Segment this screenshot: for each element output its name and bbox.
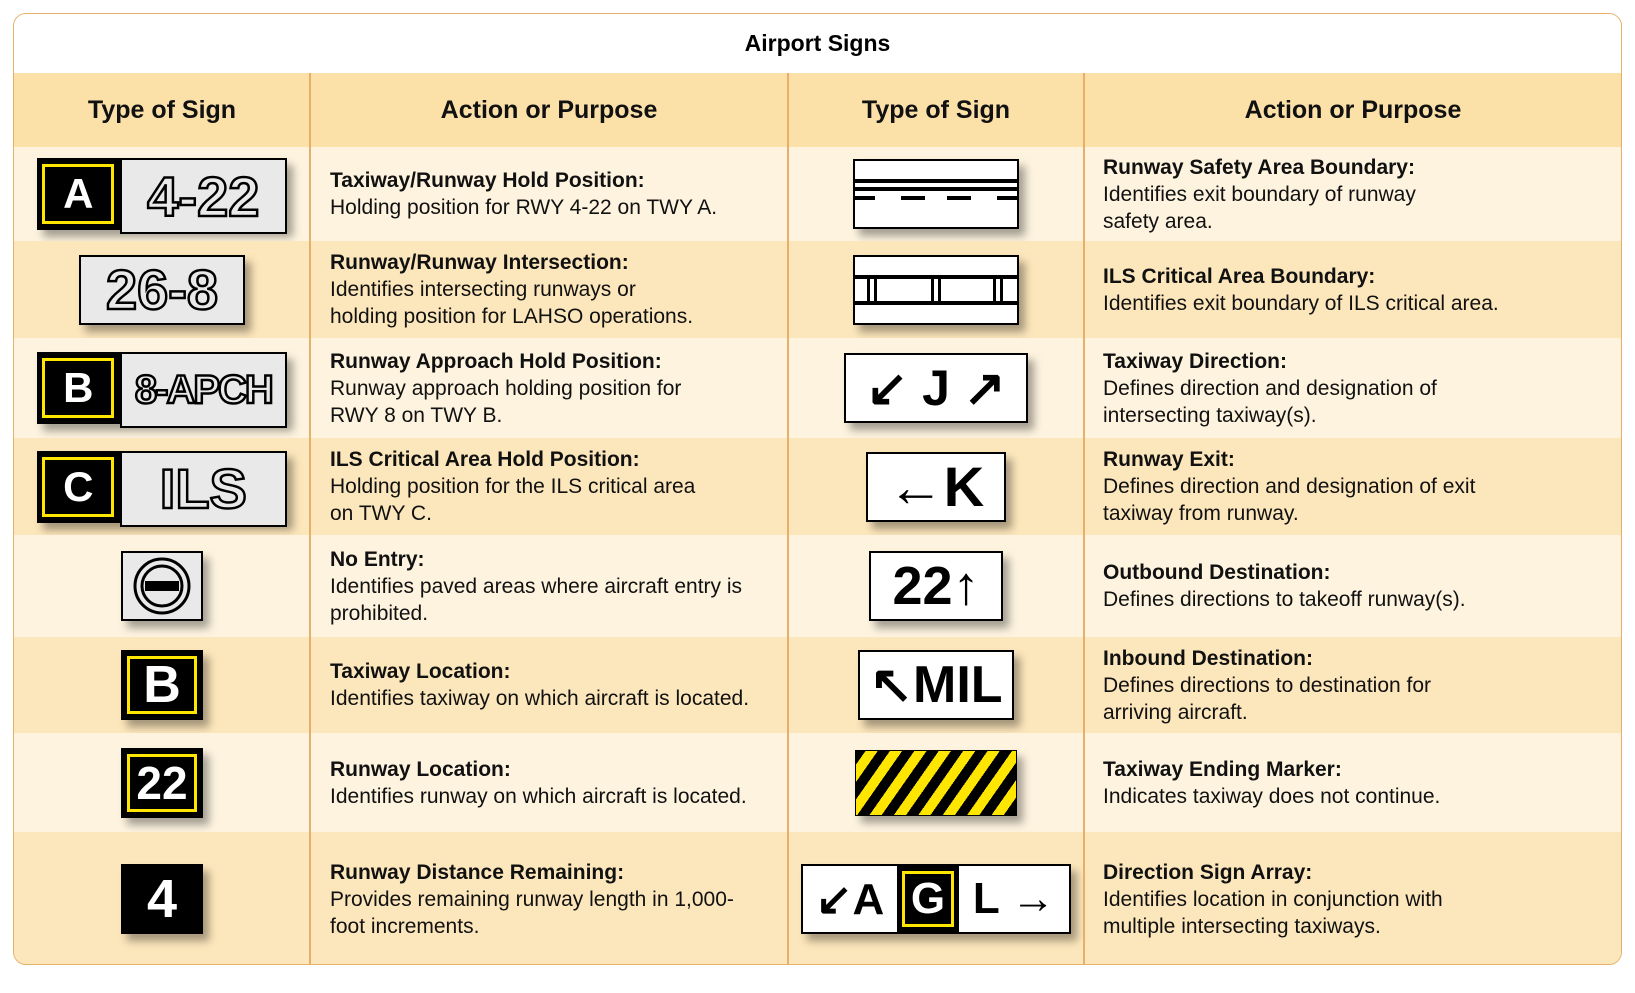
sign-description [1103, 832, 1618, 965]
sign-description-line: Identifies intersecting runways or [330, 278, 636, 301]
mandatory-panel: 8-APCH [120, 352, 287, 428]
divider [309, 73, 311, 964]
direction-panel: ↙A [815, 874, 885, 924]
sign-cell [788, 832, 1084, 965]
sign-description-line: Defines directions to takeoff runway(s). [1103, 588, 1466, 611]
sign-cell [14, 147, 310, 241]
sign-cell [14, 535, 310, 637]
hold-position-sign [37, 451, 287, 523]
sign-cell [14, 438, 310, 535]
header-type-left: Type of Sign [87, 95, 237, 124]
sign-description-line: Defines direction and designation of exit [1103, 475, 1476, 498]
header-row [14, 73, 1621, 148]
sign-title: ILS Critical Area Boundary: [1103, 264, 1376, 288]
distance-remaining-sign: 4 [121, 864, 203, 934]
sign-description [330, 147, 786, 241]
sign-description [1103, 733, 1618, 832]
sign-description-line: Holding position for the ILS critical area [330, 475, 696, 498]
divider [1083, 73, 1085, 964]
sign-description [1103, 147, 1618, 241]
sign-description [1103, 241, 1618, 338]
sign-title: Taxiway/Runway Hold Position: [330, 169, 645, 192]
safety-area-boundary-sign [853, 159, 1019, 229]
sign-description [330, 832, 786, 965]
hold-position-sign [37, 158, 287, 230]
sign-cell [14, 832, 310, 965]
sign-title: Runway Exit: [1103, 448, 1235, 471]
no-entry-icon [132, 556, 192, 616]
sign-description-line: Runway approach holding position for [330, 376, 682, 400]
sign-description-line: Holding position for RWY 4-22 on TWY A. [330, 196, 718, 219]
outbound-destination-sign: 22↑ [869, 551, 1003, 621]
taxiway-location-panel [37, 158, 120, 230]
sign-description-line: Identifies location in conjunction with [1103, 887, 1443, 911]
sign-description-line: holding position for LAHSO operations. [330, 305, 694, 328]
sign-title: ILS Critical Area Hold Position: [330, 448, 640, 471]
divider [787, 73, 789, 964]
runway-location-sign [121, 748, 203, 818]
sign-description-line: Defines directions to destination for [1103, 673, 1432, 697]
taxiway-ending-marker [855, 750, 1017, 816]
taxiway-letter: C [42, 457, 114, 517]
sign-description [1103, 338, 1618, 438]
sign-description-line: Identifies exit boundary of ILS critical area. [1103, 291, 1499, 315]
sign-title: Taxiway Ending Marker: [1103, 757, 1342, 781]
ils-boundary-icon [855, 257, 1017, 323]
sign-title: Outbound Destination: [1103, 561, 1331, 584]
taxiway-letter: A [42, 164, 114, 224]
sign-cell [788, 637, 1084, 733]
sign-description [330, 733, 786, 832]
sign-description [330, 338, 786, 438]
sign-description-line: taxiway from runway. [1103, 502, 1299, 525]
sign-title: Runway Location: [330, 757, 511, 781]
location-panel [897, 866, 959, 932]
sign-title: Runway Safety Area Boundary: [1103, 155, 1415, 179]
sign-description-line: arriving aircraft. [1103, 700, 1248, 724]
taxiway-location-panel [37, 352, 120, 424]
runway-intersection-sign: 26-8 [79, 255, 245, 325]
sign-title: Direction Sign Array: [1103, 860, 1313, 884]
runway-exit-sign: ←K [866, 452, 1006, 522]
taxiway-location-panel [37, 451, 120, 523]
sign-title: Runway Approach Hold Position: [330, 349, 662, 373]
sign-description-line: Indicates taxiway does not continue. [1103, 784, 1441, 808]
sign-cell [788, 733, 1084, 832]
sign-cell [788, 338, 1084, 438]
mandatory-panel: 4-22 [120, 158, 287, 234]
sign-cell [788, 147, 1084, 241]
sign-description [1103, 637, 1618, 733]
hold-position-sign [37, 352, 287, 424]
sign-description-line: prohibited. [330, 601, 429, 625]
sign-cell [788, 535, 1084, 637]
sign-description-line: safety area. [1103, 209, 1213, 233]
sign-title: Taxiway Direction: [1103, 349, 1287, 373]
sign-description [330, 241, 786, 338]
boundary-marking-icon [855, 161, 1017, 227]
location-label: B [127, 656, 197, 714]
taxiway-letter: B [42, 358, 114, 418]
sign-description [1103, 535, 1618, 637]
sign-description-line: Identifies taxiway on which aircraft is located. [330, 687, 750, 710]
header-action-right: Action or Purpose [1244, 95, 1462, 124]
header-type-right: Type of Sign [861, 95, 1011, 124]
table-title: Airport Signs [14, 14, 1621, 74]
sign-title: No Entry: [330, 547, 425, 571]
sign-description-line: Identifies paved areas where aircraft entry is [330, 574, 743, 598]
taxiway-direction-sign: ↙ J ↗ [844, 353, 1028, 423]
sign-description-line: multiple intersecting taxiways. [1103, 914, 1381, 938]
sign-title: Taxiway Location: [330, 660, 511, 683]
airport-signs-table [13, 13, 1622, 965]
sign-cell [14, 241, 310, 338]
ils-boundary-sign [853, 255, 1019, 325]
sign-cell [788, 241, 1084, 338]
direction-panel: L → [972, 874, 1056, 923]
sign-cell [14, 637, 310, 733]
location-label: 22 [127, 754, 197, 812]
sign-description-line: foot increments. [330, 914, 480, 938]
sign-cell [788, 438, 1084, 535]
inbound-destination-sign: ↖MIL [858, 650, 1014, 720]
sign-description [1103, 438, 1618, 535]
direction-sign-array [801, 864, 1071, 934]
sign-description-line: on TWY C. [330, 502, 432, 525]
sign-title: Inbound Destination: [1103, 646, 1313, 670]
sign-description-line: Defines direction and designation of [1103, 376, 1437, 400]
mandatory-panel: ILS [120, 451, 287, 527]
sign-description-line: Identifies exit boundary of runway [1103, 182, 1416, 206]
sign-description [330, 438, 786, 535]
location-label: G [902, 871, 954, 927]
sign-description-line: intersecting taxiway(s). [1103, 403, 1317, 427]
header-action-left: Action or Purpose [440, 95, 658, 124]
sign-description [330, 637, 786, 733]
sign-description [330, 535, 786, 637]
sign-description-line: Provides remaining runway length in 1,000- [330, 887, 734, 911]
sign-description-line: Identifies runway on which aircraft is located. [330, 784, 747, 808]
taxiway-location-sign [121, 650, 203, 720]
sign-description-line: RWY 8 on TWY B. [330, 403, 503, 427]
sign-title: Runway Distance Remaining: [330, 860, 625, 884]
sign-cell [14, 733, 310, 832]
sign-cell [14, 338, 310, 438]
no-entry-sign [121, 551, 203, 621]
sign-title: Runway/Runway Intersection: [330, 251, 629, 274]
